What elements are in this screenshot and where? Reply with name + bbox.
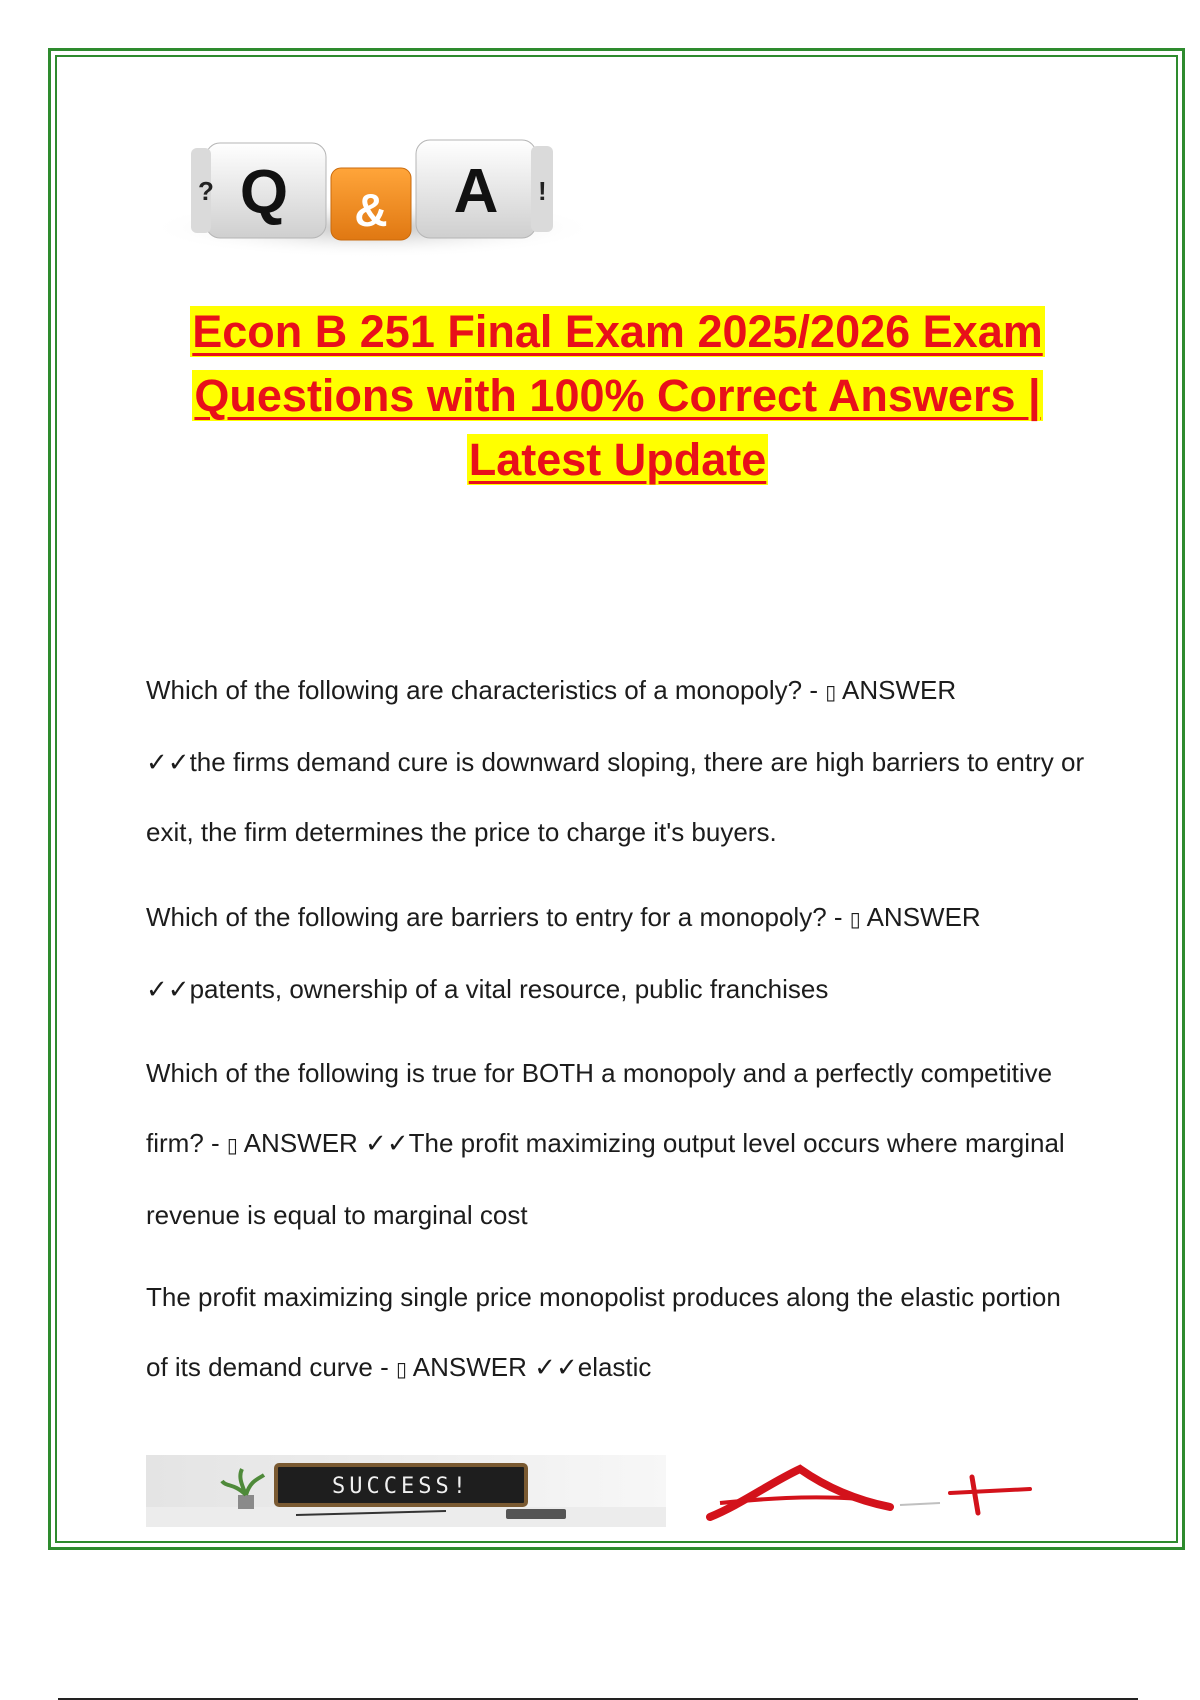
missing-glyph-icon: ▯ xyxy=(226,1133,238,1157)
svg-text:?: ? xyxy=(198,176,214,206)
answer-label: ANSWER xyxy=(237,1128,366,1158)
answer-text: The profit maximizing output level occurs where marginal revenue is equal to marginal cost xyxy=(146,1128,1065,1230)
checkmark-icon: ✓✓ xyxy=(365,1128,409,1158)
document-title xyxy=(150,300,1085,492)
checkmark-icon: ✓✓ xyxy=(146,974,190,1004)
question-text: Which of the following are barriers to entry for a monopoly? - xyxy=(146,902,850,932)
a-plus-grade-icon xyxy=(700,1455,1040,1535)
answer-label: ANSWER xyxy=(407,1352,535,1382)
missing-glyph-icon: ▯ xyxy=(825,680,837,704)
title-line-1: Econ B 251 Final Exam 2025/2026 Exam xyxy=(192,306,1043,357)
svg-text:SUCCESS!: SUCCESS! xyxy=(332,1474,470,1499)
answer-text: the firms demand cure is downward sloping, there are high barriers to entry or exit, the firm determines the price to charge it's buyers. xyxy=(146,747,1085,847)
checkmark-icon: ✓✓ xyxy=(534,1352,578,1382)
qa-item xyxy=(146,882,1086,1024)
die-a xyxy=(416,140,553,238)
question-text: Which of the following is true for BOTH a monopoly and a perfectly competitive firm? - xyxy=(146,1058,1053,1158)
qa-item xyxy=(146,1038,1086,1250)
svg-text:!: ! xyxy=(538,176,547,206)
answer-text: elastic xyxy=(577,1352,652,1382)
checkmark-icon: ✓✓ xyxy=(146,747,190,777)
svg-text:Q: Q xyxy=(239,158,289,227)
svg-text:A: A xyxy=(453,157,499,226)
success-sign-image xyxy=(146,1455,666,1527)
die-ampersand xyxy=(331,168,411,240)
qa-item xyxy=(146,655,1086,867)
die-q xyxy=(191,143,326,238)
answer-text: patents, ownership of a vital resource, public franchises xyxy=(189,974,829,1004)
qa-item xyxy=(146,1262,1086,1404)
svg-text:&: & xyxy=(354,184,388,236)
title-line-2: Questions with 100% Correct Answers | xyxy=(194,370,1041,421)
answer-label: ANSWER xyxy=(836,675,957,705)
question-text: Which of the following are characteristics of a monopoly? - xyxy=(146,675,826,705)
title-line-3: Latest Update xyxy=(468,434,767,485)
missing-glyph-icon: ▯ xyxy=(849,907,861,931)
missing-glyph-icon: ▯ xyxy=(396,1357,408,1381)
qa-dice-logo xyxy=(146,88,600,268)
question-text: The profit maximizing single price monopolist produces along the elastic portion of its demand curve - xyxy=(146,1282,1061,1382)
answer-label: ANSWER xyxy=(860,902,981,932)
